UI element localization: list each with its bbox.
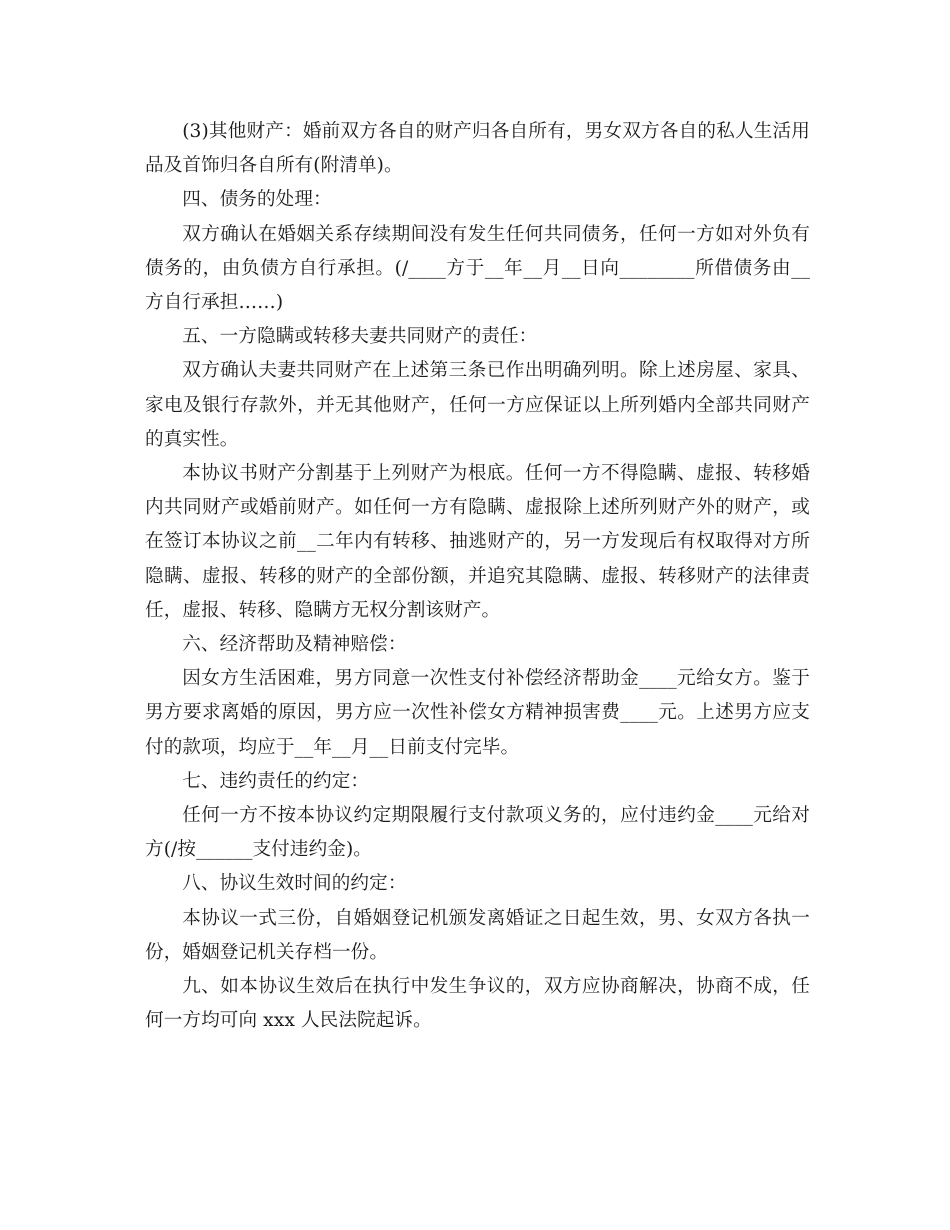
heading-concealment-liability: 五、一方隐瞒或转移夫妻共同财产的责任： (182, 326, 538, 348)
paragraph-joint-property-confirmation: 双方确认夫妻共同财产在上述第三条已作出明确列明。除上述房屋、家具、家电及银行存款外，并无其他财产，任何一方应保证以上所列婚内全部共同财产的真实性。 (145, 360, 810, 450)
paragraph-breach-penalty: 任何一方不按本协议约定期限履行支付款项义务的，应付违约金____元给对方(/按______支付违约金)。 (145, 805, 810, 861)
heading-debt-handling: 四、债务的处理： (182, 189, 332, 211)
heading-financial-aid-compensation: 六、经济帮助及精神赔偿： (182, 634, 407, 656)
paragraph-financial-aid: 因女方生活困难，男方同意一次性支付补偿经济帮助金____元给女方。鉴于男方要求离婚的原因，男方应一次性补偿女方精神损害费____元。上述男方应支付的款项，均应于__年__月__日前支付完毕。 (145, 668, 810, 758)
paragraph-debt-confirmation: 双方确认在婚姻关系存续期间没有发生任何共同债务，任何一方如对外负有债务的，由负债方自行承担。(/____方于__年__月__日向________所借债务由__方自行承担……) (145, 223, 810, 314)
heading-breach-liability: 七、违约责任的约定： (182, 770, 370, 792)
paragraph-other-property: (3)其他财产：婚前双方各自的财产归各自所有，男女双方各自的私人生活用品及首饰归各自所有(附清单)。 (145, 121, 810, 177)
paragraph-dispute-resolution: 九、如本协议生效后在执行中发生争议的，双方应协商解决，协商不成，任何一方均可向 xxx 人民法院起诉。 (145, 976, 810, 1032)
paragraph-copies-effective: 本协议一式三份，自婚姻登记机颁发离婚证之日起生效，男、女双方各执一份，婚姻登记机关存档一份。 (145, 907, 810, 963)
heading-effective-time: 八、协议生效时间的约定： (182, 873, 407, 895)
paragraph-property-division-basis: 本协议书财产分割基于上列财产为根底。任何一方不得隐瞒、虚报、转移婚内共同财产或婚前财产。如任何一方有隐瞒、虚报除上述所列财产外的财产，或在签订本协议之前__二年内有转移、抽逃财产的，另一方发现后有权取得对方所隐瞒、虚报、转移的财产的全部份额，并追究其隐瞒、虚报、转移财产的法律责任，虚报、转移、隐瞒方无权分割该财产。 (145, 463, 810, 621)
document-body (145, 115, 810, 1038)
